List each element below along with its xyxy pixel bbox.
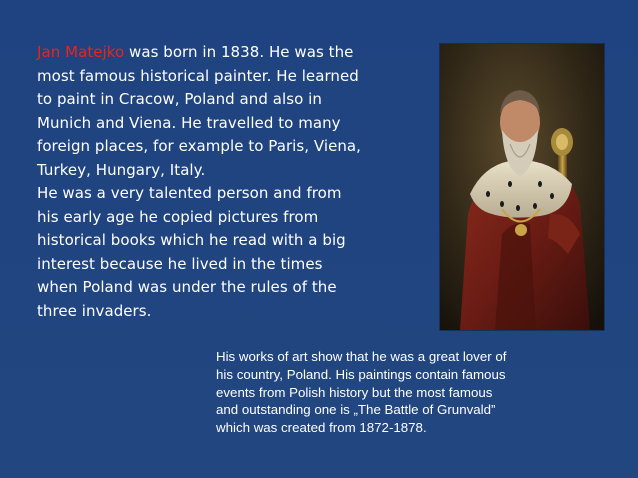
- biography-line: Munich and Viena. He travelled to many: [37, 113, 341, 132]
- painter-name: Jan Matejko: [37, 43, 125, 61]
- biography-line: He was a very talented person and from: [37, 184, 342, 202]
- art-works-line: His works of art show that he was a great lover of: [216, 349, 507, 364]
- biography-line: Turkey, Hungary, Italy.: [37, 160, 206, 179]
- biography-line: historical books which he read with a big: [37, 231, 346, 249]
- biography-line: his early age he copied pictures from: [37, 207, 319, 226]
- biography-text: [37, 41, 427, 323]
- art-works-text: [216, 348, 626, 437]
- biography-line: three invaders.: [37, 301, 152, 320]
- art-works-line: his country, Poland. His paintings contain famous: [216, 366, 506, 382]
- medallion: [515, 224, 527, 236]
- art-works-line: events from Polish history but the most famous: [216, 384, 493, 400]
- art-works-line: and outstanding one is „The Battle of Grunvald”: [216, 402, 496, 418]
- biography-line: when Poland was under the rules of the: [37, 278, 337, 296]
- biography-line: most famous historical painter. He learned: [37, 66, 359, 85]
- biography-line: foreign places, for example to Paris, Viena,: [37, 137, 361, 155]
- biography-line: to paint in Cracow, Poland and also in: [37, 90, 322, 108]
- biography-line: interest because he lived in the times: [37, 254, 323, 273]
- portrait-image: [440, 44, 604, 330]
- art-works-line: which was created from 1872-1878.: [216, 420, 427, 436]
- biography-line-1: Jan Matejko was born in 1838. He was the: [37, 43, 354, 61]
